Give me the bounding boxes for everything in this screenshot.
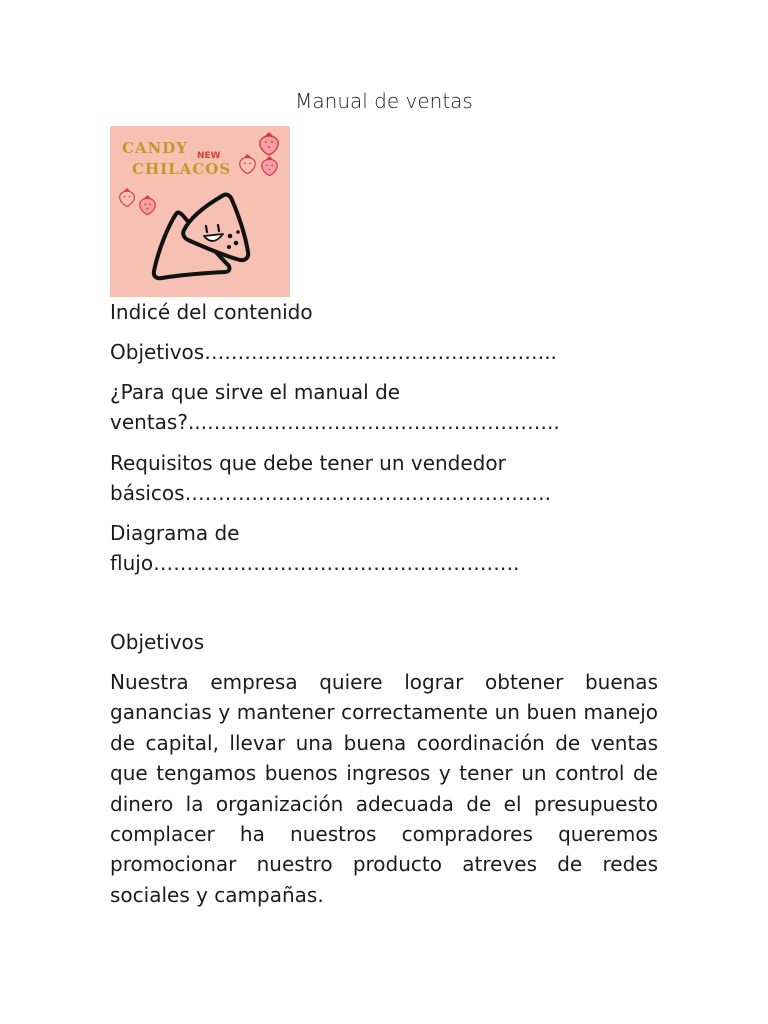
strawberry-icon [240, 154, 256, 174]
logo-brand-tag: NEW [197, 151, 221, 161]
toc-entry-line: Objetivos…………………………………………….. [110, 340, 557, 364]
toc-entry-line: Diagrama de [110, 521, 240, 545]
toc-entry-requisitos[interactable] [110, 448, 670, 508]
objectives-heading: Objetivos [110, 630, 205, 654]
chip-mascot-icon [154, 195, 248, 279]
toc-entry-para-que-sirve[interactable] [110, 377, 670, 437]
logo-graphic [110, 126, 290, 297]
objectives-paragraph: Nuestra empresa quiere lograr obtener buenas ganancias y mantener correctamente un buen manejo de capital, llevar una buena coordinación de ventas que tengamos buenos ingresos y tener un control de dinero la organización adecuada de el presupuesto complacer ha nuestros compradores queremos promocionar nuestro producto atreves de redes sociales y campañas. [110, 670, 658, 907]
toc-entry-line: flujo………………………………………………. [110, 551, 520, 575]
strawberry-icon [262, 156, 278, 176]
strawberry-icon [120, 188, 135, 206]
logo [110, 126, 290, 297]
toc-entry-line: ventas?...…………………………………………….. [110, 410, 560, 434]
strawberry-icon [260, 132, 278, 155]
toc-entry-diagrama[interactable] [110, 518, 670, 578]
toc-heading: Indicé del contenido [110, 300, 313, 324]
page-title: Manual de ventas [295, 89, 473, 113]
toc-entry-line: Requisitos que debe tener un vendedor [110, 451, 506, 475]
strawberry-icon [140, 195, 156, 215]
toc-entry-objetivos[interactable] [110, 337, 670, 367]
logo-brand-line1: CANDY [122, 139, 189, 157]
toc-entry-line: básicos………………………………………………. [110, 481, 551, 505]
logo-brand-line2: CHILACOS [132, 160, 232, 178]
toc-entry-line: ¿Para que sirve el manual de [110, 380, 401, 404]
